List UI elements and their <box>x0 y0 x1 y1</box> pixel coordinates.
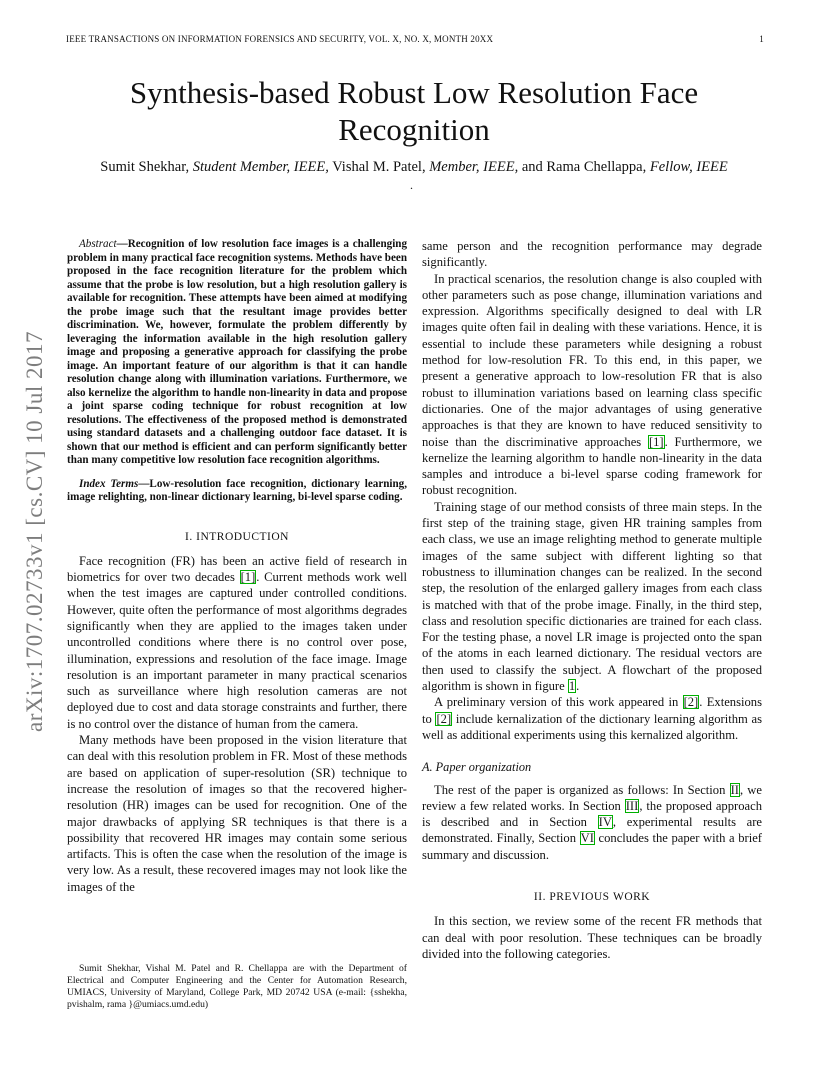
author-1-name: Sumit Shekhar, <box>100 159 193 175</box>
right-column <box>422 238 762 962</box>
org-text-e: concludes the paper with a brief summary and discussion. <box>422 831 762 862</box>
section-number: II. <box>533 890 550 903</box>
intro-paragraph-5 <box>422 694 762 743</box>
section-title-w1-rest: REVIOUS <box>556 890 613 903</box>
org-text-b: , we review a few related works. In Section <box>422 782 762 813</box>
section-link[interactable]: II <box>730 782 739 797</box>
intro-p3-text-b: . Furthermore, we kernelize the learning algorithm to handle non-linearity in the data samples and introduce a bi-level sparse coding framework for robust recognition. <box>422 434 762 498</box>
author-line <box>60 159 768 176</box>
intro-p5-text-c: include kernalization of the dictionary learning algorithm as well as additional experiments using this kernalized algorithm. <box>422 711 762 742</box>
section-number: I. <box>185 530 197 543</box>
section-title-rest: NTRODUCTION <box>200 530 289 543</box>
author-2-name: Vishal M. Patel, <box>328 159 430 175</box>
section-title-w2-first: W <box>612 890 625 903</box>
section-title-w2-rest: ORK <box>624 890 651 903</box>
paper-title: Synthesis-based Robust Low Resolution Face Recognition <box>129 75 699 147</box>
section-title-w1-first: P <box>549 890 557 903</box>
intro-p1-text-b: . Current methods work well when the test images are captured under controlled conditions. However, quite often the performance of most algorithms degrades significantly when they are applied to the images taken under uncontrolled conditions where there is no control over pose, illumination, expressions and resolution of the face image. Image resolution is an important parameter in many practical scenarios such as surveillance where high resolution cameras are not deployed due to cost and data storage constraints and further, there is no control over the distance of human from the camera. <box>67 570 408 731</box>
intro-p5-text-a: A preliminary version of this work appeared in <box>434 695 683 710</box>
index-terms-label: Index Terms <box>79 477 139 490</box>
intro-p4-text-a: Training stage of our method consists of three main steps. In the first step of the training stage, given HR training samples from each class, we use an image relighting method to generate multiple images of the same subject with different lighting so that robustness to illumination changes can be realized. In the second step, the resolution of the enlarged gallery images from each class is matched with that of the probe image. Finally, in the third step, class and resolution specific dictionaries are trained for each class. For the testing phase, a novel LR image is projected onto the span of the atoms in each learned dictionary. The residual vectors are then used to classify the subject. A flowchart of the proposed algorithm is shown in figure <box>422 499 762 694</box>
citation-link[interactable]: [1] <box>240 570 256 585</box>
page-number: 1 <box>759 34 764 44</box>
citation-link[interactable]: [2] <box>436 711 452 726</box>
index-terms-text: —Low-resolution face recognition, dictionary learning, image relighting, non-linear dictionary learning, bi-level sparse coding. <box>67 477 407 503</box>
previous-work-paragraph-1: In this section, we review some of the recent FR methods that can deal with poor resolution. These techniques can be broadly divided into the following categories. <box>422 914 762 961</box>
citation-link[interactable]: [1] <box>648 434 664 449</box>
intro-paragraph-3 <box>422 271 762 499</box>
figure-link[interactable]: 1 <box>568 679 576 694</box>
subsection-paper-organization-heading: A. Paper organization <box>422 760 532 775</box>
citation-link[interactable]: [2] <box>683 695 699 710</box>
section-link[interactable]: VI <box>580 831 594 846</box>
arxiv-stamp-text: arXiv:1707.02733v1 [cs.CV] 10 Jul 2017 <box>22 330 47 732</box>
author-3-name: and Rama Chellappa, <box>518 159 650 175</box>
intro-p5-text-b: . Extensions to <box>422 695 762 726</box>
org-text-a: The rest of the paper is organized as follows: In Section <box>434 782 730 797</box>
section-link[interactable]: IV <box>598 815 612 830</box>
org-text-d: , experimental results are demonstrated. Finally, Section <box>422 815 762 846</box>
author-2-role: Member, IEEE, <box>429 159 519 175</box>
abstract-text: —Recognition of low resolution face images is a challenging problem in many practical face recognition systems. Methods have been proposed in the face recognition literature for the problem which assume that the probe is low resolution, but a high resolution gallery is available for recognition. These attempts have been aimed at modifying the probe image such that the resultant image provides better discrimination. We, however, formulate the problem differently by leveraging the information available in the high resolution gallery image and proposing a generative approach for classifying the probe image. An important feature of our algorithm is that it can handle resolution change along with illumination variations. Furthermore, we also kernelize the algorithm to handle non-linearity in data and propose a joint sparse coding technique for robust recognition at low resolutions. The effectiveness of the proposed method is demonstrated using standard datasets and a challenging outdoor face dataset. It is shown that our method is efficient and can perform significantly better than many competitive low resolution face recognition algorithms. <box>67 238 407 466</box>
intro-p3-text-a: In practical scenarios, the resolution change is also coupled with other parameters such as pose change, illumination variations and expression. Algorithms specifically designed to deal with LR images quite often fail in dealing with these variations. Hence, it is essential to include these parameters while designing a robust method for low-resolution FR. To this end, in this paper, we present a generative approach to low-resolution FR that is also robust to illumination variations based on learning class specific dictionaries. One of the major advantages of using generative approaches is that they are known to have reduced sensitivity to noise than the discriminative approaches <box>422 271 762 449</box>
section-link[interactable]: III <box>625 798 639 813</box>
left-column <box>67 238 407 895</box>
author-1-role: Student Member, IEEE, <box>192 159 329 175</box>
index-terms <box>67 478 407 505</box>
abstract-label: Abstract <box>79 238 117 250</box>
section-previous-work-heading <box>422 889 762 905</box>
intro-paragraph-4 <box>422 499 762 695</box>
intro-p4-text-b: . <box>576 679 580 694</box>
abstract <box>67 238 407 468</box>
author-3-role: Fellow, IEEE <box>649 159 728 175</box>
intro-paragraph-2: Many methods have been proposed in the vision literature that can deal with this resolution problem in FR. Most of these methods are based on application of super-resolution (SR) technique to increase the resolution of images so that the recovered higher-resolution (HR) images can be used for recognition. One of the major drawbacks of applying SR techniques is that there is a possibility that recovered HR images may contain some serious artifacts. This is often the case when the resolution of the image is very low. As a result, these recovered images may not look like the images of the <box>67 733 407 894</box>
section-introduction-heading <box>67 529 407 545</box>
paper-organization-paragraph <box>422 782 762 863</box>
author-dot: . <box>410 178 413 192</box>
intro-paragraph-2-continued: same person and the recognition performance may degrade significantly. <box>422 239 762 270</box>
journal-name: IEEE TRANSACTIONS ON INFORMATION FORENSICS AND SECURITY, VOL. X, NO. X, MONTH 20XX <box>66 34 494 44</box>
section-title-first: I <box>196 530 201 543</box>
intro-paragraph-1 <box>67 553 407 732</box>
arxiv-stamp <box>22 262 47 732</box>
org-text-c: , the proposed approach is described and in Section <box>422 798 762 830</box>
author-footnote: Sumit Shekhar, Vishal M. Patel and R. Chellappa are with the Department of Electrical and Computer Engineering and the Center for Automation Research, UMIACS, University of Maryland, College Park, MD 20742 USA (e-mail: {sshekha, pvishalm, rama }@umiacs.umd.edu) <box>67 963 407 1010</box>
intro-p1-text-a: Face recognition (FR) has been an active field of research in biometrics for over two decades <box>67 553 407 585</box>
